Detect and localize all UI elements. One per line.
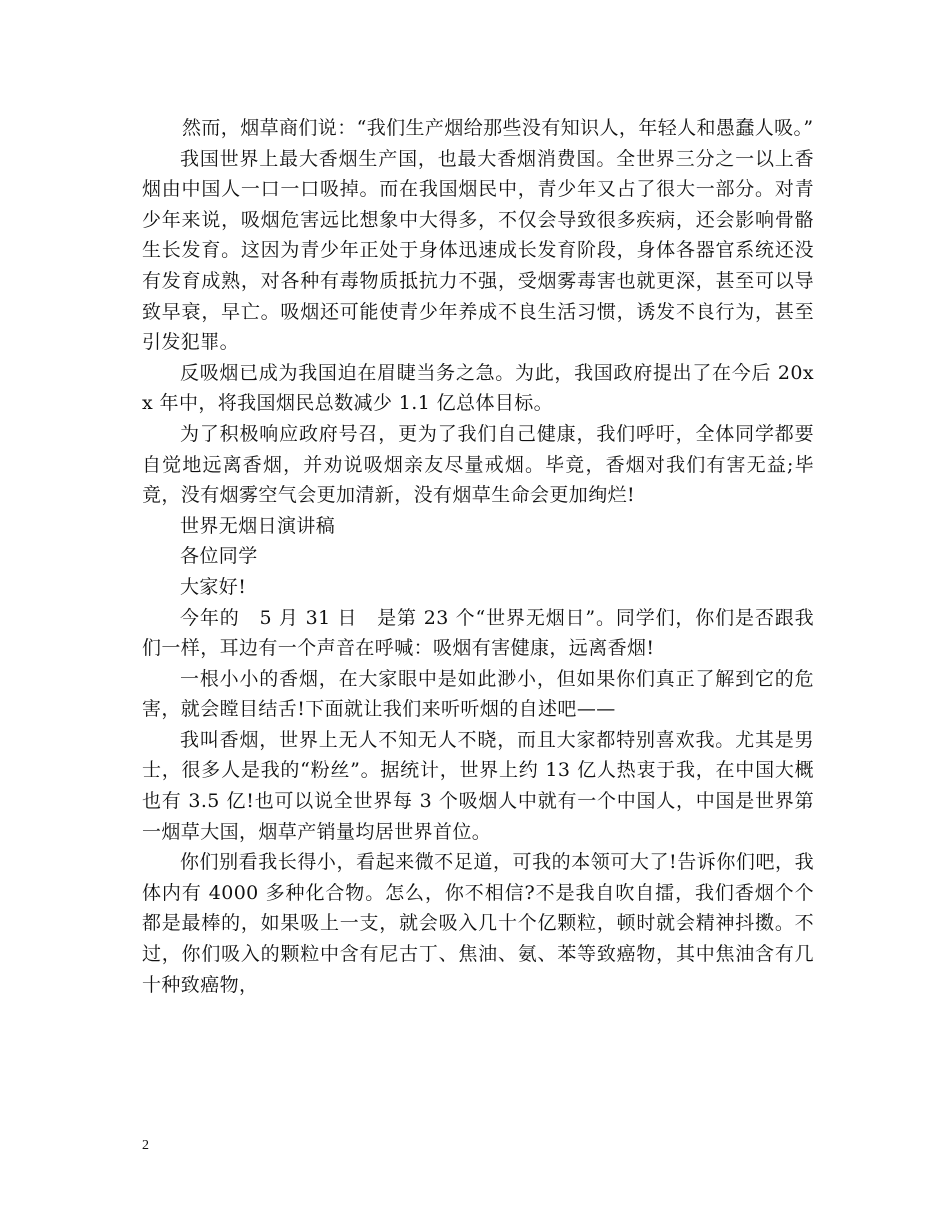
greeting: 大家好! (180, 575, 247, 598)
paragraph: 今年的 5 月 31 日 是第 23 个“世界无烟日”。同学们，你们是否跟我们一样，耳边有一个声音在呼喊：吸烟有害健康，远离香烟! (142, 606, 814, 660)
paragraph: 然而，烟草商们说：“我们生产烟给那些没有知识人，年轻人和愚蠢人吸。” (182, 117, 814, 139)
paragraph: 为了积极响应政府号召，更为了我们自己健康，我们呼吁，全体同学都要自觉地远离香烟，并劝说吸烟亲友尽量戒烟。毕竟，香烟对我们有害无益;毕竟，没有烟雾空气会更加清新，没有烟草生命会更加绚烂! (142, 422, 814, 507)
section-title: 世界无烟日演讲稿 (180, 514, 336, 537)
document-body (142, 113, 814, 1000)
paragraph: 一根小小的香烟，在大家眼中是如此渺小，但如果你们真正了解到它的危害，就会瞠目结舌!下面就让我们来听听烟的自述吧—— (142, 667, 814, 721)
paragraph: 你们别看我长得小，看起来微不足道，可我的本领可大了!告诉你们吧，我体内有 4000 多种化合物。怎么，你不相信?不是我自吹自擂，我们香烟个个都是最棒的，如果吸上一支，就会吸入几十个亿颗粒，顿时就会精神抖擞。不过，你们吸入的颗粒中含有尼古丁、焦油、氨、苯等致癌物，其中焦油含有几十种致癌物， (142, 851, 814, 996)
paragraph: 反吸烟已成为我国迫在眉睫当务之急。为此，我国政府提出了在今后 20xx 年中，将我国烟民总数减少 1.1 亿总体目标。 (142, 361, 814, 415)
paragraph: 我叫香烟，世界上无人不知无人不晓，而且大家都特别喜欢我。尤其是男士，很多人是我的“粉丝”。据统计，世界上约 13 亿人热衷于我，在中国大概也有 3.5 亿!也可以说全世界每 3 个吸烟人中就有一个中国人，中国是世界第一烟草大国，烟草产销量均居世界首位。 (142, 728, 814, 843)
paragraph: 我国世界上最大香烟生产国，也最大香烟消费国。全世界三分之一以上香烟由中国人一口一口吸掉。而在我国烟民中，青少年又占了很大一部分。对青少年来说，吸烟危害远比想象中大得多，不仅会导致很多疾病，还会影响骨骼生长发育。这因为青少年正处于身体迅速成长发育阶段，身体各器官系统还没有发育成熟，对各种有毒物质抵抗力不强，受烟雾毒害也就更深，甚至可以导致早衰，早亡。吸烟还可能使青少年养成不良生活习惯，诱发不良行为，甚至引发犯罪。 (142, 147, 814, 354)
salutation: 各位同学 (180, 545, 258, 568)
page-number: 2 (142, 1138, 149, 1153)
